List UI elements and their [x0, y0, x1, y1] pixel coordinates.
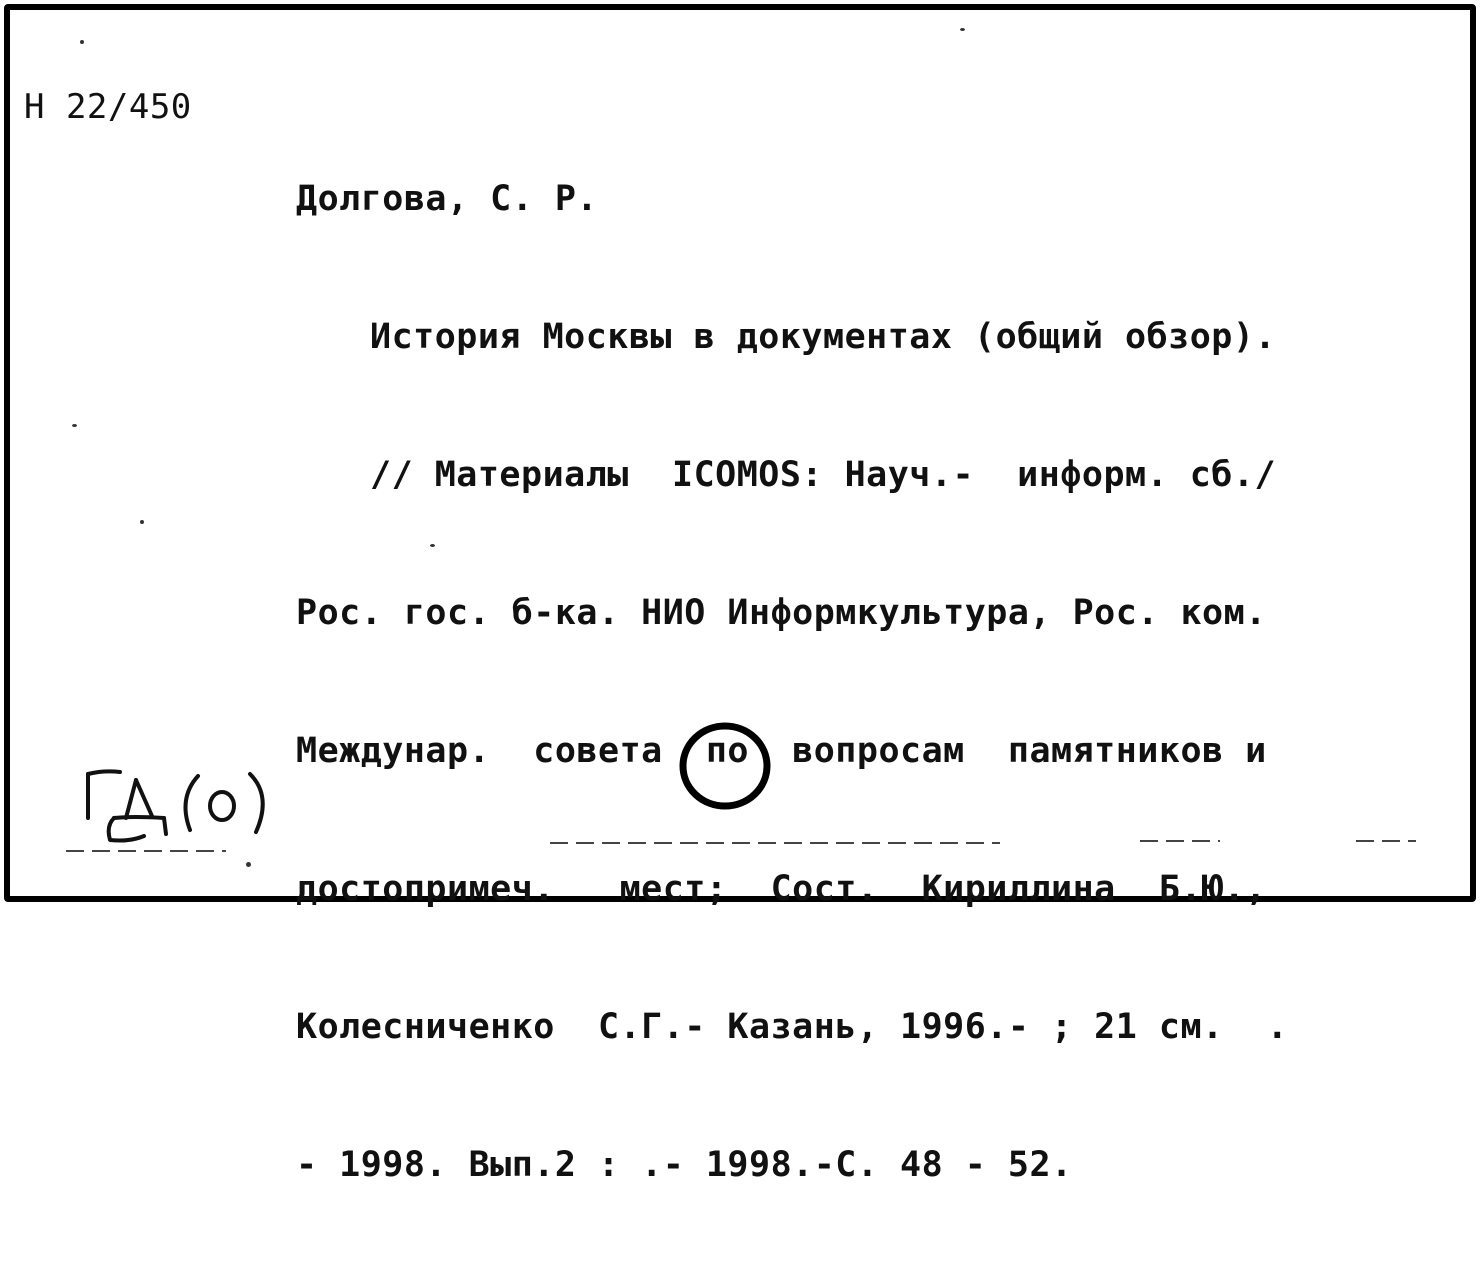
scan-speck [80, 40, 84, 44]
scan-speck [430, 544, 435, 547]
scan-speck [246, 862, 251, 867]
entry-line-4: достопримеч. мест; Сост. Кириллина Б.Ю., [296, 869, 1267, 909]
handwritten-mark-drawing [74, 756, 284, 856]
entry-line-1: // Материалы ICOMOS: Науч.- информ. сб./ [370, 455, 1277, 495]
entry-line-3: Междунар. совета по вопросам памятников и [296, 731, 1267, 771]
entry-line-5: Колесниченко С.Г.- Казань, 1996.- ; 21 см. . [296, 1007, 1289, 1047]
title-line: История Москвы в документах (общий обзор). [370, 317, 1277, 357]
bottom-ruling [66, 850, 226, 852]
bottom-ruling [1140, 840, 1220, 842]
scan-speck [960, 28, 965, 31]
bottom-ruling [550, 842, 1000, 844]
bibliographic-entry [296, 84, 1288, 1280]
entry-line-6: - 1998. Вып.2 : .- 1998.-С. 48 - 52. [296, 1145, 1073, 1185]
catalog-card [4, 4, 1476, 1185]
entry-line-2: Рос. гос. б-ка. НИО Информкультура, Рос. ком. [296, 593, 1267, 633]
author-line: Долгова, С. Р. [296, 179, 599, 219]
bottom-ruling [1356, 840, 1416, 842]
scan-speck [72, 424, 77, 427]
hole-circle-icon [678, 718, 774, 814]
call-number: Н 22/450 [24, 87, 192, 127]
scan-speck [140, 520, 144, 524]
